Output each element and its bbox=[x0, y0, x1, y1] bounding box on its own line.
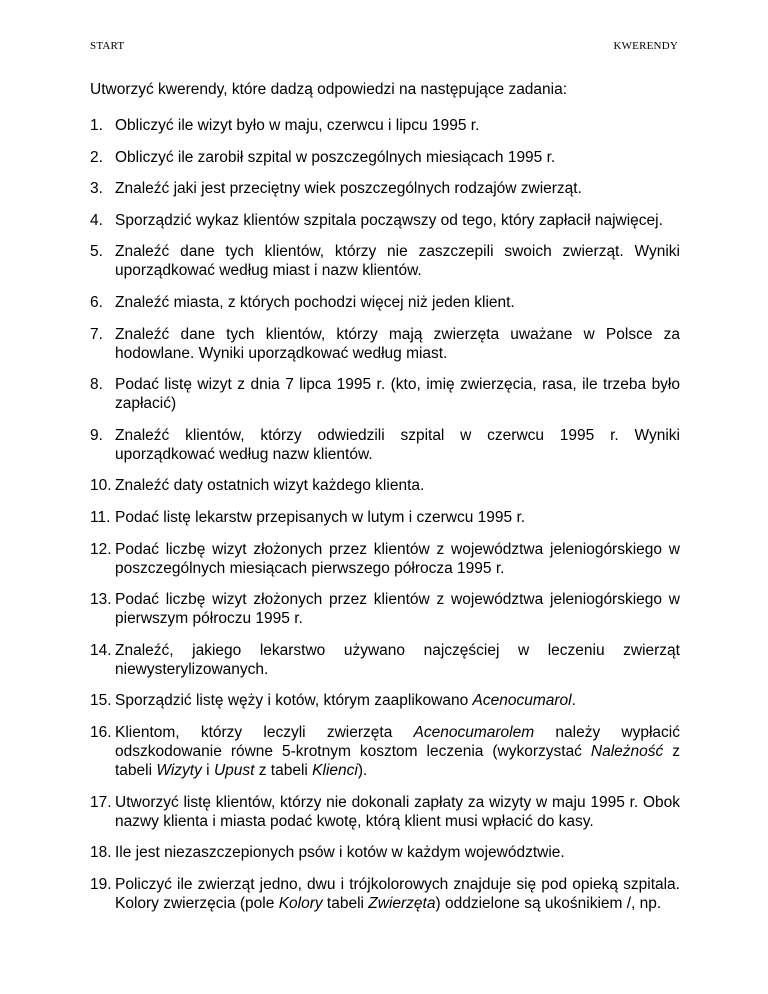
task-text-segment: Obliczyć ile wizyt było w maju, czerwcu i lipcu 1995 r. bbox=[115, 117, 480, 134]
task-number: 15. bbox=[90, 692, 112, 710]
task-text-italic: Wizyty bbox=[156, 761, 202, 779]
task-text bbox=[115, 212, 663, 229]
task-item bbox=[90, 242, 680, 280]
task-item bbox=[90, 641, 680, 679]
task-item bbox=[90, 293, 680, 312]
task-text-segment: Policzyć ile zwierząt jedno, dwu i trójkolorowych znajduje się pod opieką szpitala. Kolory zwierzęcia (pole bbox=[115, 875, 680, 912]
intro-text: Utworzyć kwerendy, które dadzą odpowiedzi na następujące zadania: bbox=[90, 81, 568, 98]
task-text-segment: Znaleźć dane tych klientów, którzy mają zwierzęta uważane w Polsce za hodowlane. Wyniki uporządkować według miast. bbox=[115, 325, 680, 362]
task-text bbox=[115, 724, 680, 779]
task-text-segment: Podać listę lekarstw przepisanych w lutym i czerwcu 1995 r. bbox=[115, 508, 526, 526]
task-number: 12. bbox=[90, 540, 112, 558]
task-item bbox=[90, 116, 680, 135]
task-item bbox=[90, 691, 680, 710]
task-number: 7. bbox=[90, 325, 103, 343]
task-number: 13. bbox=[90, 591, 112, 609]
task-text bbox=[115, 642, 680, 678]
task-text-segment: i bbox=[201, 761, 214, 779]
task-text-segment: Utworzyć listę klientów, którzy nie dokonali zapłaty za wizyty w maju 1995 r. Obok nazwy klienta i miasta podać kwotę, którą klient musi wpłacić do kasy. bbox=[115, 793, 680, 830]
task-text-italic: Klienci bbox=[312, 761, 358, 779]
task-item bbox=[90, 590, 680, 628]
task-item bbox=[90, 426, 680, 464]
task-number: 3. bbox=[90, 180, 103, 198]
task-text-segment: Znaleźć klientów, którzy odwiedzili szpital w czerwcu 1995 r. Wyniki uporządkować według nazw klientów. bbox=[115, 426, 680, 463]
task-text-segment: Znaleźć dane tych klientów, którzy nie zaszczepili swoich zwierząt. Wyniki uporządkować według miast i nazw klientów. bbox=[115, 243, 680, 280]
task-text-segment: z tabeli bbox=[115, 742, 680, 779]
task-text-italic: Acenocumarol bbox=[472, 692, 572, 710]
task-text-segment: Znaleźć, jakiego lekarstwo używano najczęściej w leczeniu zwierząt niewysterylizowanych. bbox=[115, 641, 680, 678]
task-text-segment: Znaleźć jaki jest przeciętny wiek poszczególnych rodzajów zwierząt. bbox=[115, 180, 582, 198]
task-text-segment: Podać liczbę wizyt złożonych przez klientów z województwa jeleniogórskiego w poszczególnych miesiącach pierwszego półrocza 1995 r. bbox=[115, 540, 680, 577]
task-item bbox=[90, 476, 680, 495]
task-text-segment: Znaleźć daty ostatnich wizyt każdego klienta. bbox=[115, 477, 425, 495]
task-text bbox=[115, 876, 680, 912]
task-item bbox=[90, 179, 680, 198]
task-item bbox=[90, 875, 680, 913]
task-item bbox=[90, 375, 680, 413]
task-text bbox=[115, 477, 424, 494]
task-text-segment: Sporządzić listę węży i kotów, którym zaaplikowano bbox=[115, 692, 473, 710]
task-text bbox=[115, 376, 680, 412]
task-text-segment: ). bbox=[357, 761, 368, 779]
task-number: 2. bbox=[90, 148, 103, 166]
task-item bbox=[90, 723, 680, 780]
header-right: KWERENDY bbox=[613, 40, 678, 52]
task-text-segment: . bbox=[571, 692, 576, 710]
task-item bbox=[90, 148, 680, 167]
task-number: 5. bbox=[90, 243, 103, 261]
task-text-segment: Podać liczbę wizyt złożonych przez klientów z województwa jeleniogórskiego w pierwszym półroczu 1995 r. bbox=[115, 591, 680, 628]
task-text bbox=[115, 844, 565, 861]
task-text-segment: Ile jest niezaszczepionych psów i kotów w każdym województwie. bbox=[115, 844, 565, 862]
task-text-segment: Sporządzić wykaz klientów szpitala począwszy od tego, który zapłacił najwięcej. bbox=[115, 211, 663, 229]
task-text-italic: Zwierzęta bbox=[368, 894, 436, 912]
task-number: 16. bbox=[90, 723, 112, 741]
task-text-segment: Znaleźć miasta, z których pochodzi więcej niż jeden klient. bbox=[115, 293, 515, 311]
task-text-italic: Upust bbox=[213, 761, 255, 779]
task-text-italic: Kolory bbox=[278, 894, 323, 912]
task-number: 14. bbox=[90, 641, 112, 659]
task-text bbox=[115, 117, 479, 134]
task-text bbox=[115, 692, 576, 709]
task-number: 11. bbox=[90, 508, 111, 526]
task-text-segment: należy wypłacić odszkodowanie równe 5-krotnym kosztom leczenia (wykorzystać bbox=[115, 723, 680, 760]
task-text bbox=[115, 509, 525, 526]
task-number: 6. bbox=[90, 293, 103, 311]
task-number: 4. bbox=[90, 211, 103, 229]
task-number: 18. bbox=[90, 844, 112, 862]
task-text bbox=[115, 149, 555, 166]
task-list bbox=[90, 116, 680, 925]
task-text-segment: Obliczyć ile zarobił szpital w poszczególnych miesiącach 1995 r. bbox=[115, 148, 556, 166]
task-text bbox=[115, 243, 680, 279]
task-text-segment: Podać listę wizyt z dnia 7 lipca 1995 r. (kto, imię zwierzęcia, rasa, ile trzeba było zapłacić) bbox=[115, 376, 680, 413]
task-text bbox=[115, 180, 582, 197]
task-number: 9. bbox=[90, 426, 103, 444]
task-text bbox=[115, 294, 515, 311]
header-left: START bbox=[90, 40, 125, 52]
task-number: 8. bbox=[90, 376, 103, 394]
task-item bbox=[90, 211, 680, 230]
task-text bbox=[115, 591, 680, 627]
task-text bbox=[115, 541, 680, 577]
task-item bbox=[90, 540, 680, 578]
task-text-segment: tabeli bbox=[322, 894, 369, 912]
task-number: 19. bbox=[90, 875, 112, 893]
task-text-italic: Acenocumarolem bbox=[413, 723, 535, 741]
task-text-segment: Klientom, którzy leczyli zwierzęta bbox=[115, 723, 414, 741]
task-number: 17. bbox=[90, 793, 112, 811]
task-text bbox=[115, 326, 680, 362]
task-item bbox=[90, 508, 680, 527]
task-text-segment: ) oddzielone są ukośnikiem /, np. bbox=[435, 894, 662, 912]
task-number: 10. bbox=[90, 477, 112, 495]
task-item bbox=[90, 793, 680, 831]
task-text-segment: z tabeli bbox=[254, 761, 313, 779]
task-text-italic: Należność bbox=[590, 742, 664, 760]
task-item bbox=[90, 843, 680, 862]
page-header bbox=[90, 40, 678, 52]
task-text bbox=[115, 794, 680, 830]
task-item bbox=[90, 325, 680, 363]
task-number: 1. bbox=[90, 117, 103, 134]
task-text bbox=[115, 427, 680, 463]
